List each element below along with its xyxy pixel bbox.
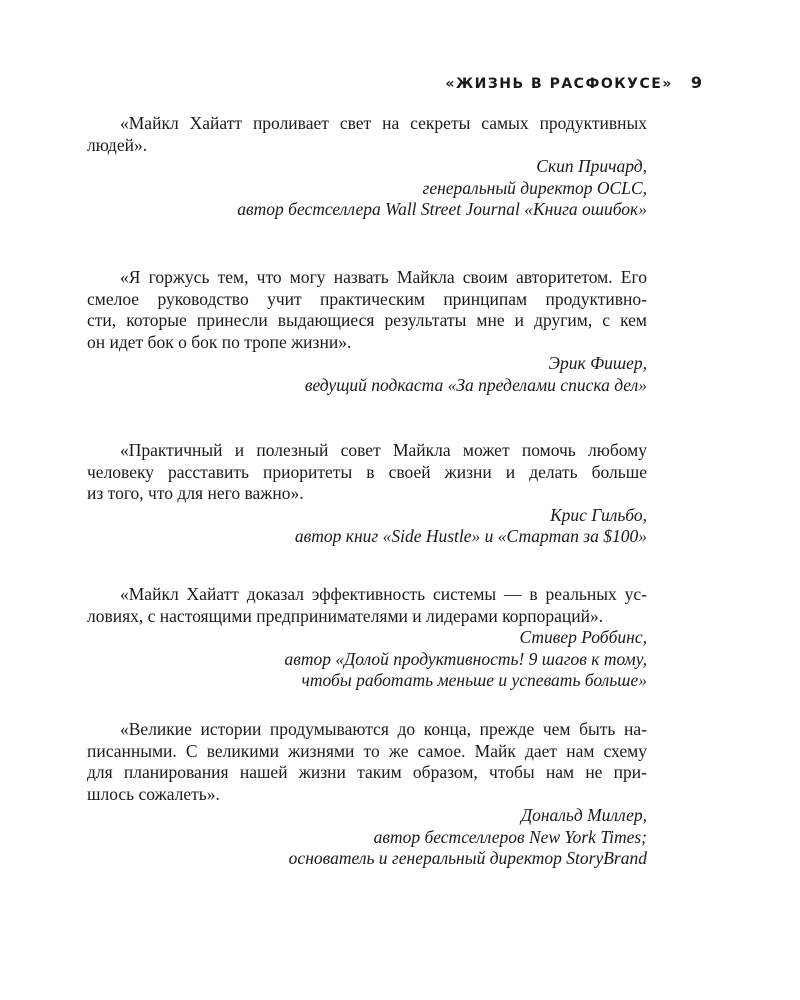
quote-line: из того, что для него важно». [87,483,304,503]
running-header [445,73,702,92]
quote-line: «Великие истории продумываются до конца, прежде чем быть на- [120,719,647,739]
author-title: автор книг «Side Hustle» и «Стартап за $100» [294,526,647,546]
author-title: ведущий подкаста «За пределами списка дел» [304,374,647,395]
author-title: автор «Долой продуктивность! 9 шагов к тому, [284,648,647,669]
author-name: Стивер Роббинс, [519,627,647,647]
quote-line: «Майкл Хайатт проливает свет на секреты самых продуктивных [120,113,647,133]
quote-line: человеку расставить приоритеты в своей жизни и делать больше [87,461,647,482]
author-title: чтобы работать меньше и успевать больше» [301,670,647,690]
testimonial-quote [87,584,647,627]
quote-line: шлось сожалеть». [87,783,220,804]
quote-line: он идет бок о бок по тропе жизни». [87,331,352,352]
quote-line: смелое руководство учит практическим принципам продуктивно- [87,288,647,309]
author-title: основатель и генеральный директор StoryBrand [288,848,647,868]
author-title: автор бестселлера Wall Street Journal «Книга ошибок» [237,199,647,219]
author-title: генеральный директор OCLC, [422,177,647,198]
testimonial-quote [87,440,647,505]
author-name: Эрик Фишер, [548,353,647,373]
quote-line: сти, которые принесли выдающиеся результаты мне и другим, с кем [87,310,647,330]
testimonial-quote [87,267,647,353]
quote-line: для планирования нашей жизни таким образом, чтобы нам не при- [87,762,647,782]
testimonial [87,440,647,548]
testimonial [87,113,647,221]
page-number: 9 [690,73,702,92]
quote-line: «Я горжусь тем, что могу назвать Майкла своим авторитетом. Его [120,267,647,287]
testimonial-quote [87,113,647,156]
testimonial [87,584,647,692]
quote-line: «Практичный и полезный совет Майкла может помочь любому [120,440,647,460]
quote-line: ловиях, с настоящими предпринимателями и лидерами корпораций». [87,605,604,626]
testimonial [87,719,647,870]
author-name: Крис Гильбо, [550,504,647,525]
author-name: Дональд Миллер, [520,805,647,825]
quote-line: людей». [87,134,148,155]
testimonial [87,267,647,396]
quote-line: «Майкл Хайатт доказал эффективность системы — в реальных ус- [120,584,647,604]
quote-line: писанными. С великими жизнями то же самое. Майк дает нам схему [87,740,647,761]
running-title: «ЖИЗНЬ В РАСФОКУСЕ» [445,76,673,92]
author-title: автор бестселлеров New York Times; [373,826,647,847]
author-name: Скип Причард, [536,156,647,176]
testimonial-quote [87,719,647,805]
